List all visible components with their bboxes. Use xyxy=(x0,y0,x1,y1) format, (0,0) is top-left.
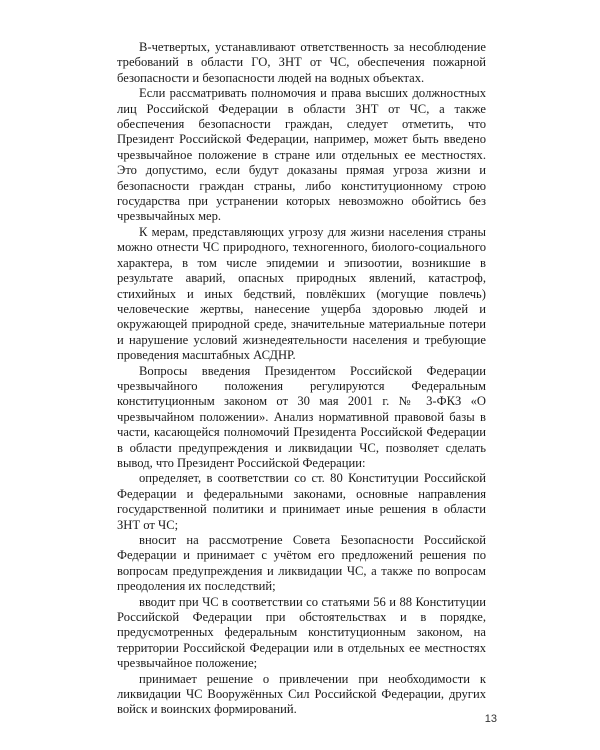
paragraph-1: В-четвертых, устанавливают ответственность за несоблюдение требований в области ГО, ЗНТ от ЧС, обеспечения пожарной безопасности и безопасности людей на водных объектах. xyxy=(117,40,486,85)
body-text xyxy=(117,40,486,718)
paragraph-2: Если рассматривать полномочия и права высших должностных лиц Российской Федерации в области ЗНТ от ЧС, а также обеспечения безопасности граждан, следует отметить, что Президент Российской Федерации, например, может быть введено чрезвычайное положение в стране или отдельных ее местностях. Это допустимо, если будут доказаны прямая угроза жизни и безопасности граждан страны, либо конституционному строю государства при устранении которых невозможно обойтись без чрезвычайных мер. xyxy=(117,86,486,224)
paragraph-3: К мерам, представляющих угрозу для жизни населения страны можно отнести ЧС природного, техногенного, биолого-социального характера, в том числе эпидемии и эпизоотии, возникшие в результате аварий, опасных природных явлений, катастроф, стихийных и иных бедствий, повлёкших (могущие повлечь) человеческие жертвы, нанесение ущерба здоровью людей и окружающей природной среде, значительные материальные потери и нарушение условий жизнедеятельности населения и требующие проведения масштабных АСДНР. xyxy=(117,224,486,363)
paragraph-4: Вопросы введения Президентом Российской Федерации чрезвычайного положения регулируются Федеральным конституционным законом от 30 мая 2001 г. № 3-ФКЗ «О чрезвычайном положении». Анализ нормативной правовой базы в части, касающейся полномочий Президента Российской Федерации в области предупреждения и ликвидации ЧС, позволяет сделать вывод, что Президент Российской Федерации: xyxy=(117,363,486,470)
page-number: 13 xyxy=(484,713,497,725)
paragraph-8: принимает решение о привлечении при необходимости к ликвидации ЧС Вооружённых Сил Российской Федерации, других войск и воинских формирований. xyxy=(117,671,486,717)
paragraph-7: вводит при ЧС в соответствии со статьями 56 и 88 Конституции Российской Федерации при обстоятельствах и в порядке, предусмотренных федеральным конституционным законом, на территории Российской Федерации или в отдельных ее местностях чрезвычайное положение; xyxy=(117,594,486,671)
paragraph-6: вносит на рассмотрение Совета Безопасности Российской Федерации и принимает с учётом его предложений решения по вопросам предупреждения и ликвидации ЧС, а также по вопросам преодоления их последствий; xyxy=(117,533,486,594)
paragraph-5: определяет, в соответствии со ст. 80 Конституции Российской Федерации и федеральными законами, основные направления государственной политики и принимает иные решения в области ЗНТ от ЧС; xyxy=(117,471,486,532)
